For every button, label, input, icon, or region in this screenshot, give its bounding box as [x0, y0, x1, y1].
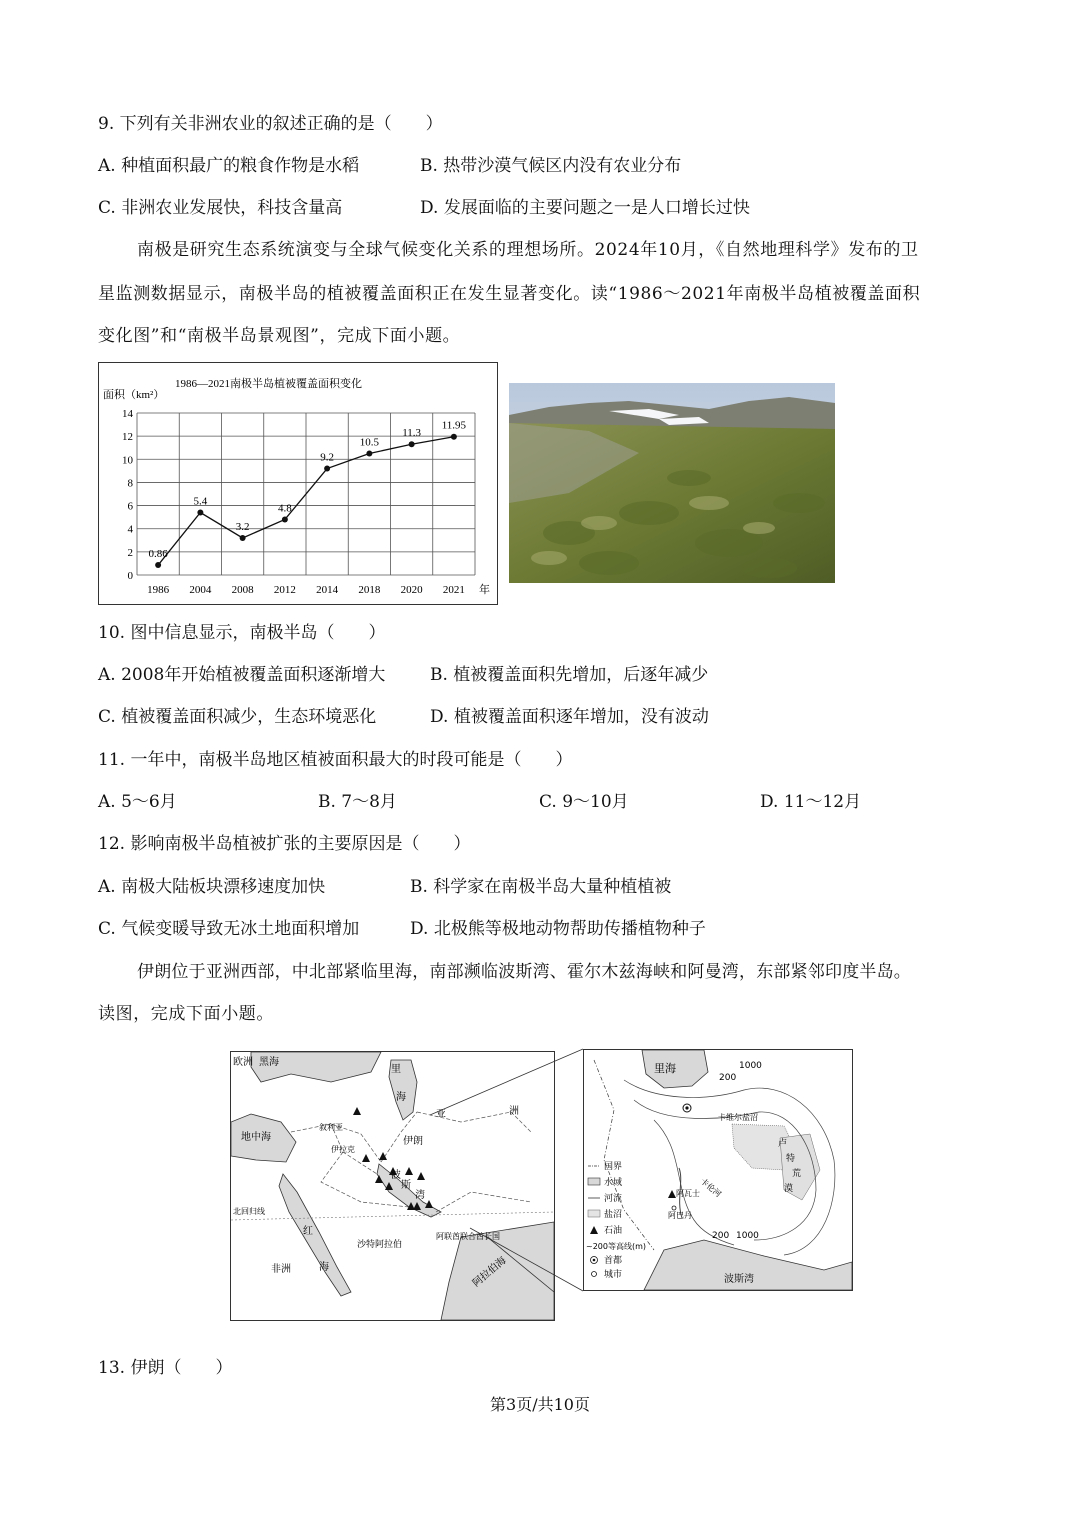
chart-xlabel: 年	[479, 584, 490, 596]
chart-data-label: 0.86	[148, 548, 168, 561]
q12-stem: 12. 影响南极半岛植被扩张的主要原因是（ ）	[98, 834, 471, 854]
label-gulf-detail: 波斯湾	[724, 1274, 754, 1285]
chart-xtick-label: 2008	[231, 584, 254, 596]
chart-ytick-label: 8	[127, 477, 133, 490]
label-lut-2: 特	[786, 1154, 796, 1164]
label-red-2: 海	[319, 1262, 329, 1273]
chart-xtick-label: 2018	[358, 584, 381, 596]
q9-option-a: A. 种植面积最广的粮食作物是水稻	[98, 156, 360, 176]
label-contour-1000: 1000	[739, 1061, 762, 1071]
q11-option-d: D. 11～12月	[760, 792, 862, 812]
q12-option-c: C. 气候变暖导致无冰土地面积增加	[98, 919, 360, 939]
chart-ylabel: 面积（km²）	[103, 389, 165, 401]
label-uae: 阿联酋联合酋长国	[436, 1232, 500, 1241]
q13-stem: 13. 伊朗（ ）	[98, 1358, 233, 1378]
q11-option-a: A. 5～6月	[98, 792, 177, 812]
label-saudi: 沙特阿拉伯	[357, 1240, 403, 1250]
label-tropic: 北回归线	[233, 1207, 265, 1216]
label-africa: 非洲	[271, 1264, 291, 1275]
q11-option-b: B. 7～8月	[318, 792, 397, 812]
label-caspian-detail: 里海	[654, 1062, 676, 1075]
q10-option-b: B. 植被覆盖面积先增加，后逐年减少	[430, 665, 709, 685]
label-red-1: 红	[303, 1226, 313, 1237]
iran-detail-map-svg	[584, 1050, 852, 1290]
chart-data-label: 9.2	[320, 451, 334, 464]
chart-xtick-label: 2014	[316, 584, 339, 596]
legend-oil: 石油	[604, 1226, 623, 1236]
label-gulf-3: 湾	[415, 1190, 425, 1201]
q9-option-c: C. 非洲农业发展快，科技含量高	[98, 198, 343, 218]
label-lut-3: 荒	[792, 1169, 802, 1179]
legend-capital: 首都	[604, 1256, 623, 1266]
chart-title: 1986—2021南极半岛植被覆盖面积变化	[175, 378, 362, 390]
chart-data-label: 5.4	[193, 495, 208, 508]
label-lut-4: 漠	[784, 1184, 794, 1194]
intro1-line2: 星监测数据显示，南极半岛的植被覆盖面积正在发生显著变化。读“1986～2021年南极半岛植被覆盖面积	[98, 284, 921, 304]
q12-option-a: A. 南极大陆板块漂移速度加快	[98, 877, 326, 897]
map-legend	[586, 1161, 646, 1280]
label-ahvaz: 阿瓦士	[676, 1189, 700, 1198]
legend-river: 河流	[604, 1194, 623, 1204]
q10-option-a: A. 2008年开始植被覆盖面积逐渐增大	[98, 665, 386, 685]
q12-option-b: B. 科学家在南极半岛大量种植植被	[410, 877, 672, 897]
label-caspian-2: 海	[396, 1092, 406, 1103]
label-karun: 卡伦河	[698, 1176, 723, 1199]
legend-contour: ~200等高线(m)	[586, 1242, 647, 1251]
chart-data-label: 11.3	[402, 427, 422, 440]
legend-city: 城市	[604, 1270, 623, 1280]
legend-water: 水域	[604, 1178, 623, 1188]
q9-stem: 9. 下列有关非洲农业的叙述正确的是（ ）	[98, 114, 443, 134]
q10-stem: 10. 图中信息显示，南极半岛（ ）	[98, 623, 386, 643]
q10-option-c: C. 植被覆盖面积减少，生态环境恶化	[98, 707, 377, 727]
chart-ytick-label: 14	[122, 408, 133, 420]
chart-xtick-label: 1986	[147, 584, 170, 596]
intro2-line2: 读图，完成下面小题。	[98, 1004, 274, 1024]
label-iraq: 伊拉克	[331, 1145, 355, 1154]
chart-ytick-label: 0	[127, 570, 133, 582]
q12-option-d: D. 北极熊等极地动物帮助传播植物种子	[410, 919, 706, 939]
chart-ytick-label: 10	[122, 454, 133, 467]
chart-data-label: 4.8	[278, 502, 292, 515]
label-contour-200b: 200	[712, 1231, 730, 1241]
label-asia-1: 亚	[436, 1109, 446, 1120]
chart-ytick-label: 4	[127, 523, 133, 536]
city-icon	[592, 1272, 597, 1277]
label-gulf-2: 斯	[401, 1180, 411, 1191]
page-number: 第3页/共10页	[490, 1395, 590, 1414]
label-abadan: 阿巴丹	[668, 1211, 692, 1220]
label-iran: 伊朗	[403, 1136, 423, 1147]
q9-option-d: D. 发展面临的主要问题之一是人口增长过快	[420, 198, 750, 218]
intro1-line3: 变化图”和“南极半岛景观图”，完成下面小题。	[98, 326, 461, 346]
label-asia-2: 洲	[509, 1106, 519, 1117]
chart-xtick-label: 2021	[442, 584, 465, 596]
label-gulf-1: 波	[391, 1170, 401, 1181]
chart-ytick-label: 6	[127, 500, 133, 513]
intro1-line1: 南极是研究生态系统演变与全球气候变化关系的理想场所。2024年10月，《自然地理科学》发布的卫	[137, 240, 919, 260]
label-lut-1: 卢	[778, 1139, 788, 1149]
chart-xtick-label: 2020	[400, 584, 423, 596]
chart-data-label: 11.95	[441, 419, 467, 432]
label-arabian-sea: 阿拉伯海	[470, 1255, 509, 1290]
chart-data-label: 3.2	[235, 520, 250, 533]
chart-xtick-label: 2004	[189, 584, 212, 596]
chart-xtick-label: 2012	[273, 584, 296, 596]
intro2-line1: 伊朗位于亚洲西部，中北部紧临里海，南部濒临波斯湾、霍尔木兹海峡和阿曼湾，东部紧邻印度半岛。	[137, 962, 911, 982]
q10-option-d: D. 植被覆盖面积逐年增加，没有波动	[430, 707, 709, 727]
label-contour-200: 200	[719, 1073, 737, 1083]
label-contour-1000b: 1000	[736, 1231, 759, 1241]
chart-ytick-label: 12	[122, 431, 133, 444]
chart-data-label: 10.5	[359, 436, 379, 449]
label-caspian-1: 里	[391, 1064, 401, 1075]
iran-detail-map	[583, 1049, 853, 1291]
label-syria: 叙利亚	[319, 1123, 343, 1132]
chart-ytick-label: 2	[127, 546, 133, 559]
label-mediterranean: 地中海	[241, 1132, 271, 1143]
label-europe: 欧洲	[233, 1057, 253, 1068]
legend-border: 国界	[604, 1162, 623, 1172]
q9-option-b: B. 热带沙漠气候区内没有农业分布	[420, 156, 682, 176]
label-kavir: 卡维尔盐沼	[718, 1113, 758, 1122]
legend-salt-marsh: 盐沼	[604, 1210, 623, 1220]
label-black-sea: 黑海	[259, 1057, 279, 1068]
q11-stem: 11. 一年中，南极半岛地区植被面积最大的时段可能是（ ）	[98, 750, 573, 770]
oil-icon	[590, 1226, 598, 1234]
q11-option-c: C. 9～10月	[539, 792, 629, 812]
